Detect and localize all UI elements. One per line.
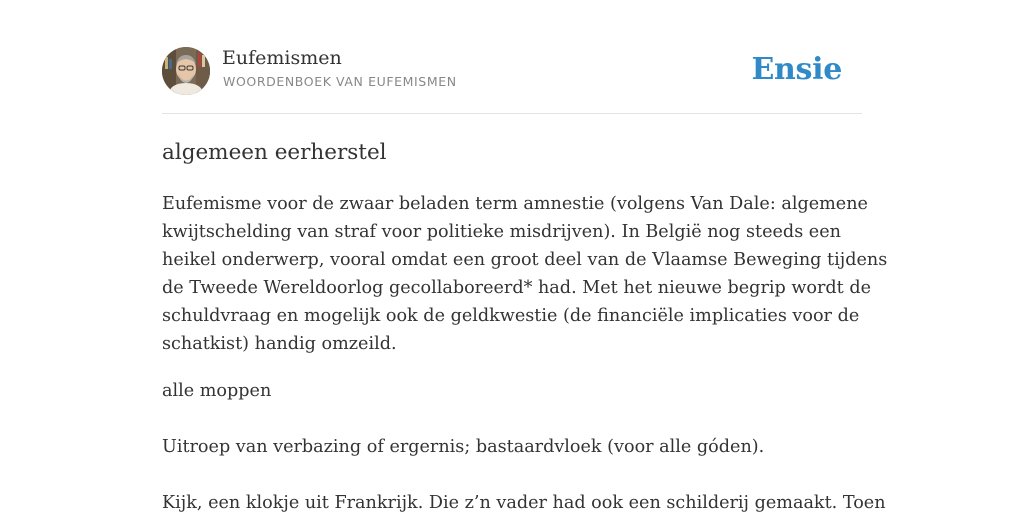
- definition-line: heikel onderwerp, vooral omdat een groot deel van de Vlaamse Beweging tijdens: [162, 250, 888, 270]
- dictionary-header: [162, 46, 862, 96]
- dictionary-name[interactable]: Eufemismen: [222, 47, 342, 69]
- related-entry-example: Kijk, een klokje uit Frankrijk. Die z’n vader had ook een schilderij gemaakt. Toen: [162, 493, 886, 513]
- entry-definition: [162, 190, 888, 358]
- definition-line: Eufemisme voor de zwaar beladen term amnestie (volgens Van Dale: algemene: [162, 194, 868, 214]
- author-portrait-image: [162, 47, 210, 95]
- related-entry-title[interactable]: alle moppen: [162, 381, 272, 401]
- dictionary-subtitle: WOORDENBOEK VAN EUFEMISMEN: [223, 74, 457, 89]
- dictionary-avatar[interactable]: [162, 47, 210, 95]
- spacer: [162, 461, 864, 489]
- header-divider: [162, 113, 862, 114]
- ensie-logo[interactable]: Ensie: [751, 52, 842, 87]
- spacer: [162, 405, 864, 433]
- definition-line: kwijtschelding van straf voor politieke misdrijven). In België nog steeds een: [162, 222, 841, 242]
- entry-title: algemeen eerherstel: [162, 140, 387, 165]
- related-entry: [162, 377, 886, 517]
- definition-line: de Tweede Wereldoorlog gecollaboreerd* had. Met het nieuwe begrip wordt de: [162, 278, 871, 298]
- related-entry-definition: Uitroep van verbazing of ergernis; bastaardvloek (voor alle góden).: [162, 437, 765, 457]
- definition-line: schatkist) handig omzeild.: [162, 334, 397, 354]
- definition-line: schuldvraag en mogelijk ook de geldkwestie (de financiële implicaties voor de: [162, 306, 860, 326]
